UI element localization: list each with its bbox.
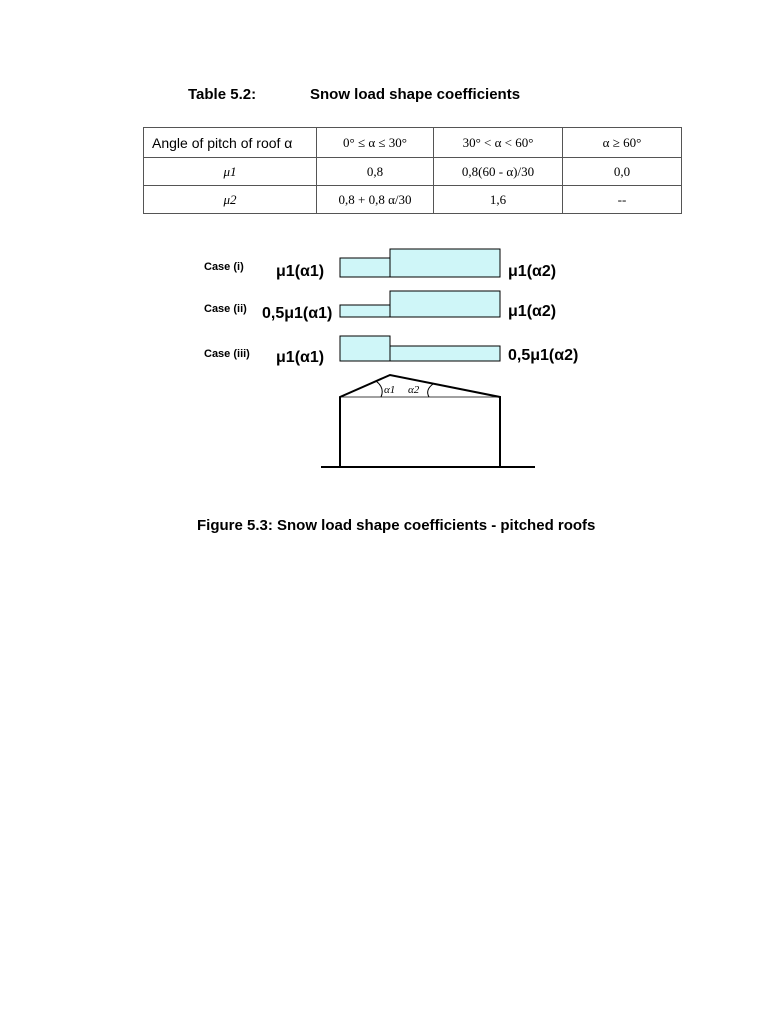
angle-label-alpha1: α1 — [384, 384, 396, 396]
case-left-coefficient: 0,5μ1(α1) — [262, 305, 333, 322]
table-number: Table 5.2: — [188, 86, 257, 103]
table-cell: 0,8 + 0,8 α/30 — [317, 186, 434, 214]
header-col-1: 0° ≤ α ≤ 30° — [317, 128, 434, 158]
snow-load-block — [390, 346, 500, 361]
case-label: Case (i) — [204, 261, 244, 273]
table-cell: 1,6 — [434, 186, 563, 214]
case-right-coefficient: μ1(α2) — [508, 263, 557, 280]
header-col-3: α ≥ 60° — [563, 128, 682, 158]
table-cell: 0,0 — [563, 158, 682, 186]
snow-load-block — [340, 305, 390, 317]
row-label-mu1: μ1 — [144, 158, 317, 186]
snow-load-table — [143, 127, 682, 214]
case-left-coefficient: μ1(α1) — [276, 263, 325, 280]
snow-load-block — [340, 258, 390, 277]
table-caption — [188, 86, 521, 103]
table-cell: 0,8 — [317, 158, 434, 186]
angle-arc-alpha1 — [376, 381, 382, 397]
case-label: Case (ii) — [204, 303, 247, 315]
snow-load-block — [390, 249, 500, 277]
case-left-coefficient: μ1(α1) — [276, 349, 325, 366]
table-cell: -- — [563, 186, 682, 214]
table-cell: 0,8(60 - α)/30 — [434, 158, 563, 186]
header-col-2: 30° < α < 60° — [434, 128, 563, 158]
case-label: Case (iii) — [204, 348, 250, 360]
snow-load-block — [390, 291, 500, 317]
table-header-row — [144, 128, 682, 158]
table-row — [144, 158, 682, 186]
case-right-coefficient: μ1(α2) — [508, 303, 557, 320]
case-right-coefficient: 0,5μ1(α2) — [508, 347, 579, 364]
building-outline — [340, 375, 500, 467]
pitched-roof-figure — [180, 230, 579, 475]
table-row — [144, 186, 682, 214]
header-angle-label: Angle of pitch of roof α — [144, 128, 317, 158]
angle-arc-alpha2 — [428, 384, 433, 397]
figure-caption: Figure 5.3: Snow load shape coefficients - pitched roofs — [197, 517, 596, 534]
row-label-mu2: μ2 — [144, 186, 317, 214]
angle-label-alpha2: α2 — [408, 384, 420, 396]
table-title: Snow load shape coefficients — [310, 86, 521, 103]
snow-load-block — [340, 336, 390, 361]
